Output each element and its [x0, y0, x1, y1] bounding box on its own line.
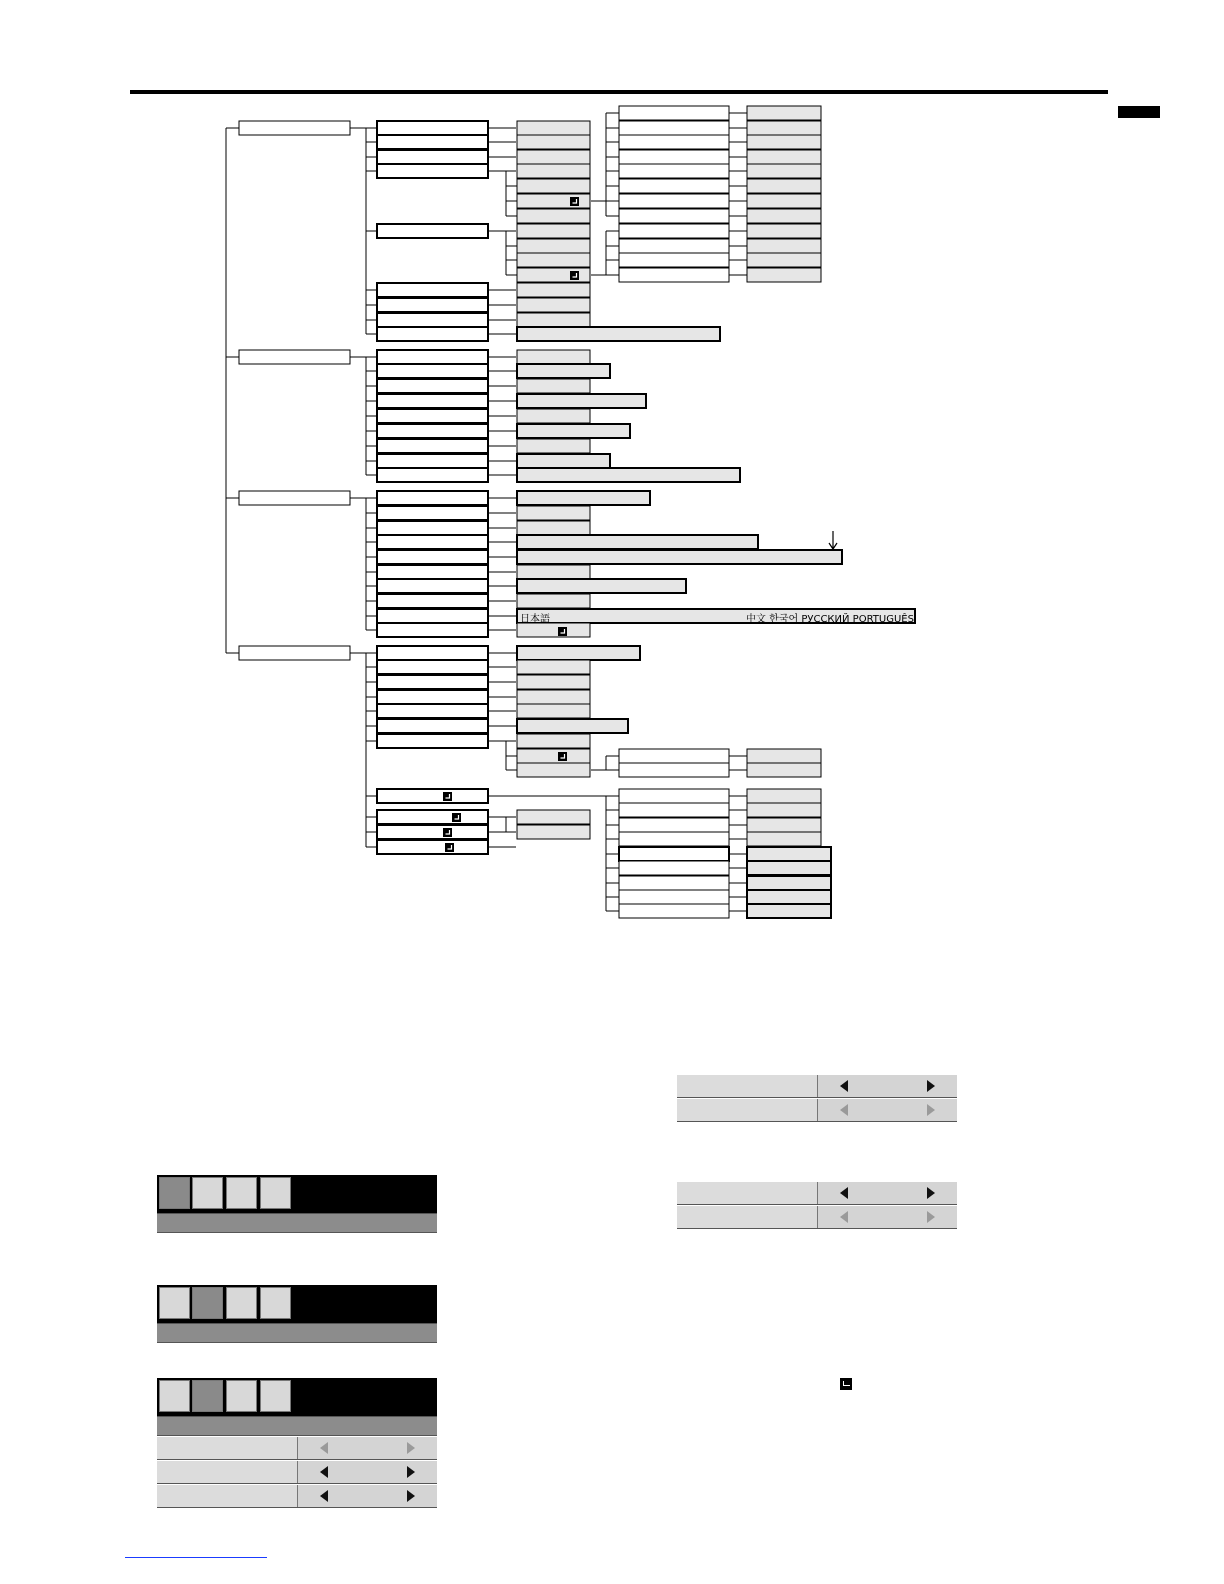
left-arrow-icon[interactable] — [840, 1211, 848, 1223]
osd-row-power[interactable] — [677, 1181, 957, 1205]
submenu-box — [377, 535, 488, 549]
value-box — [517, 224, 590, 238]
value-box — [517, 623, 590, 637]
option-box — [619, 179, 729, 193]
option-value-box — [747, 890, 831, 904]
submenu-box — [377, 825, 488, 839]
submenu-box — [377, 121, 488, 135]
right-arrow-icon[interactable] — [407, 1442, 415, 1454]
contrast-icon — [167, 1463, 185, 1479]
display-icon[interactable] — [226, 1287, 257, 1319]
enter-icon — [445, 843, 454, 852]
value-box — [517, 424, 630, 438]
option-value-box — [747, 832, 821, 846]
submenu-box — [377, 521, 488, 535]
value-box — [517, 350, 590, 364]
osd-row-color[interactable] — [157, 1484, 437, 1508]
option-box — [619, 150, 729, 164]
option-box — [619, 121, 729, 135]
picture-icon[interactable] — [192, 1177, 223, 1209]
osd-panel-2 — [677, 1181, 957, 1229]
option-box — [619, 847, 729, 861]
value-box — [517, 468, 740, 482]
right-arrow-icon[interactable] — [927, 1211, 935, 1223]
value-box — [517, 550, 842, 564]
value-box — [517, 409, 590, 423]
enter-icon — [558, 627, 567, 636]
submenu-box — [377, 350, 488, 364]
value-box — [517, 810, 590, 824]
right-arrow-icon[interactable] — [927, 1104, 935, 1116]
main-menu-box — [239, 646, 350, 660]
value-box — [517, 690, 590, 704]
brightness-icon — [167, 1439, 185, 1455]
option-box — [619, 904, 729, 918]
right-arrow-icon[interactable] — [407, 1466, 415, 1478]
osd-menu-header — [157, 1175, 437, 1213]
submenu-box — [377, 409, 488, 423]
value-box — [517, 239, 590, 253]
submenu-box — [377, 394, 488, 408]
value-box — [517, 646, 640, 660]
signal-icon[interactable] — [260, 1380, 291, 1412]
signal-icon[interactable] — [260, 1177, 291, 1209]
osd-row-contrast[interactable] — [157, 1460, 437, 1484]
option-value-box — [747, 179, 821, 193]
value-box — [517, 579, 686, 593]
down-arrow-icon — [829, 531, 837, 549]
submenu-box — [377, 550, 488, 564]
enter-icon — [443, 828, 452, 837]
signal-icon[interactable] — [260, 1287, 291, 1319]
osd-menu-bar — [157, 1213, 437, 1233]
option-box — [619, 876, 729, 890]
submenu-box — [377, 506, 488, 520]
submenu-box — [377, 283, 488, 297]
left-arrow-icon[interactable] — [320, 1442, 328, 1454]
main-menu-box — [239, 491, 350, 505]
value-box — [517, 298, 590, 312]
submenu-box — [377, 439, 488, 453]
language-others: 中文 한국어 РУССКИЙ PORTUGUÊS — [746, 614, 914, 625]
sleep-icon — [687, 1208, 705, 1224]
option-value-box — [747, 818, 821, 832]
submenu-box — [377, 313, 488, 327]
image-adjust-icon[interactable] — [159, 1287, 190, 1319]
option-value-box — [747, 106, 821, 120]
power-icon — [687, 1184, 705, 1200]
value-box — [517, 704, 590, 718]
display-icon[interactable] — [226, 1380, 257, 1412]
submenu-box — [377, 379, 488, 393]
image-adjust-icon[interactable] — [159, 1177, 190, 1209]
value-box — [517, 454, 610, 468]
option-value-box — [747, 749, 821, 763]
submenu-box — [377, 810, 488, 824]
value-box — [517, 135, 590, 149]
value-box — [517, 763, 590, 777]
option-value-box — [747, 876, 831, 890]
option-value-box — [747, 847, 831, 861]
option-value-box — [747, 135, 821, 149]
option-box — [619, 194, 729, 208]
submenu-box — [377, 734, 488, 748]
color-icon — [167, 1487, 185, 1503]
left-arrow-icon[interactable] — [320, 1490, 328, 1502]
power-icon — [687, 1077, 705, 1093]
option-box — [619, 135, 729, 149]
osd-menu-3 — [157, 1378, 437, 1508]
value-box — [517, 594, 590, 608]
submenu-box — [377, 675, 488, 689]
right-arrow-icon[interactable] — [927, 1187, 935, 1199]
enter-icon — [452, 813, 461, 822]
osd-row-sleep[interactable] — [677, 1098, 957, 1122]
enter-icon — [570, 271, 579, 280]
value-box — [517, 719, 628, 733]
submenu-box — [377, 565, 488, 579]
submenu-box — [377, 594, 488, 608]
submenu-box — [377, 789, 488, 803]
submenu-box — [377, 660, 488, 674]
footer-link-rule — [125, 1557, 267, 1558]
option-value-box — [747, 861, 831, 875]
value-box — [517, 209, 590, 223]
value-box — [517, 565, 590, 579]
display-icon[interactable] — [226, 1177, 257, 1209]
option-box — [619, 268, 729, 282]
value-box — [517, 121, 590, 135]
left-arrow-icon[interactable] — [840, 1080, 848, 1092]
option-value-box — [747, 789, 821, 803]
option-value-box — [747, 904, 831, 918]
right-arrow-icon[interactable] — [407, 1490, 415, 1502]
left-arrow-icon[interactable] — [840, 1187, 848, 1199]
option-box — [619, 253, 729, 267]
left-arrow-icon[interactable] — [840, 1104, 848, 1116]
value-box — [517, 364, 610, 378]
value-box — [517, 253, 590, 267]
value-box — [517, 313, 590, 327]
osd-menu-bar — [157, 1416, 437, 1436]
submenu-box — [377, 327, 488, 341]
option-value-box — [747, 150, 821, 164]
submenu-box — [377, 646, 488, 660]
submenu-box — [377, 364, 488, 378]
value-box — [517, 491, 650, 505]
enter-icon — [558, 752, 567, 761]
option-value-box — [747, 224, 821, 238]
value-box — [517, 394, 646, 408]
option-value-box — [747, 194, 821, 208]
enter-icon — [840, 1378, 852, 1390]
value-box — [517, 379, 590, 393]
value-box — [517, 268, 590, 282]
osd-menu-2 — [157, 1285, 437, 1343]
submenu-box — [377, 491, 488, 505]
option-box — [619, 832, 729, 846]
option-box — [619, 224, 729, 238]
image-adjust-icon[interactable] — [159, 1380, 190, 1412]
value-box — [517, 439, 590, 453]
osd-menu-header — [157, 1378, 437, 1416]
option-box — [619, 818, 729, 832]
sleep-icon — [687, 1101, 705, 1117]
picture-icon[interactable] — [192, 1380, 223, 1412]
option-box — [619, 749, 729, 763]
osd-row-power[interactable] — [677, 1074, 957, 1098]
submenu-box — [377, 719, 488, 733]
option-value-box — [747, 239, 821, 253]
option-box — [619, 106, 729, 120]
value-box — [517, 179, 590, 193]
option-value-box — [747, 164, 821, 178]
submenu-box — [377, 840, 488, 854]
value-box — [517, 521, 590, 535]
value-box — [517, 194, 590, 208]
left-arrow-icon[interactable] — [320, 1466, 328, 1478]
enter-icon — [570, 197, 579, 206]
value-box — [517, 675, 590, 689]
osd-menu-bar — [157, 1323, 437, 1343]
submenu-box — [377, 150, 488, 164]
osd-menu-1 — [157, 1175, 437, 1233]
option-box — [619, 890, 729, 904]
option-box — [619, 164, 729, 178]
osd-row-brightness[interactable] — [157, 1436, 437, 1460]
main-menu-box — [239, 350, 350, 364]
submenu-box — [377, 704, 488, 718]
option-value-box — [747, 268, 821, 282]
option-value-box — [747, 253, 821, 267]
language-japanese: 日本語 — [520, 614, 550, 625]
value-box — [517, 164, 590, 178]
osd-menu-header — [157, 1285, 437, 1323]
option-box — [619, 239, 729, 253]
option-value-box — [747, 803, 821, 817]
value-box — [517, 749, 590, 763]
submenu-box — [377, 164, 488, 178]
option-value-box — [747, 763, 821, 777]
submenu-box — [377, 579, 488, 593]
value-box — [517, 150, 590, 164]
submenu-box — [377, 224, 488, 238]
value-box — [517, 327, 720, 341]
option-box — [619, 789, 729, 803]
submenu-box — [377, 454, 488, 468]
option-box — [619, 763, 729, 777]
option-box — [619, 209, 729, 223]
submenu-box — [377, 690, 488, 704]
osd-panel-1 — [677, 1074, 957, 1122]
osd-row-sleep[interactable] — [677, 1205, 957, 1229]
value-box — [517, 535, 758, 549]
value-box — [517, 825, 590, 839]
value-box — [517, 734, 590, 748]
submenu-box — [377, 468, 488, 482]
enter-icon — [443, 792, 452, 801]
option-box — [619, 861, 729, 875]
option-value-box — [747, 121, 821, 135]
submenu-box — [377, 623, 488, 637]
submenu-box — [377, 609, 488, 623]
submenu-box — [377, 424, 488, 438]
picture-icon[interactable] — [192, 1287, 223, 1319]
right-arrow-icon[interactable] — [927, 1080, 935, 1092]
value-box — [517, 506, 590, 520]
value-box — [517, 660, 590, 674]
option-value-box — [747, 209, 821, 223]
submenu-box — [377, 135, 488, 149]
value-box — [517, 283, 590, 297]
option-box — [619, 803, 729, 817]
submenu-box — [377, 298, 488, 312]
main-menu-box — [239, 121, 350, 135]
